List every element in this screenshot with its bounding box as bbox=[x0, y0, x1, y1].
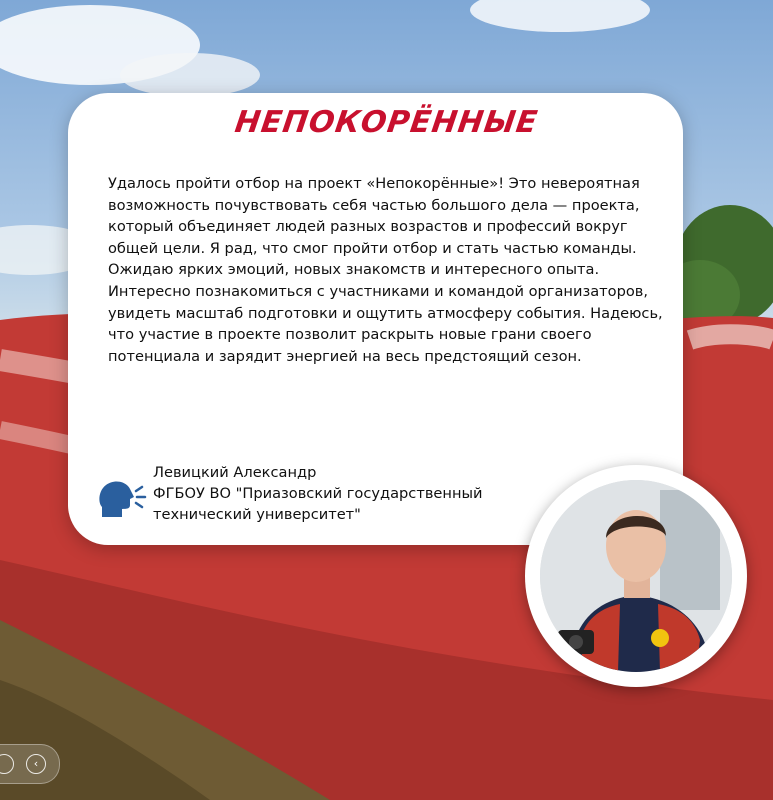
cloud bbox=[120, 53, 260, 97]
author-name: Левицкий Александр bbox=[153, 464, 317, 481]
brand-title: НЕПОКОРЁННЫЕ bbox=[232, 105, 541, 140]
flag-stripe bbox=[690, 334, 773, 340]
author-photo bbox=[540, 480, 732, 672]
carousel-prev-icon[interactable]: ‹ bbox=[26, 754, 46, 774]
speaking-head-icon bbox=[96, 477, 150, 521]
testimonial-paragraph: Ожидаю ярких эмоций, новых знакомств и интересного опыта. Интересно познакомиться с участниками и командой организаторов, увидеть масштаб подготовки и ощутить атмосферу события. Надеюсь, что участие в проекте позволит раскрыть новые грани своего потенциала и зарядит энергией на весь предстоящий сезон. bbox=[108, 261, 663, 365]
cloud bbox=[470, 0, 650, 32]
author-block bbox=[153, 462, 573, 525]
author-affiliation: ФГБОУ ВО "Приазовский государственный bbox=[153, 485, 483, 502]
author-photo-graphic bbox=[540, 480, 732, 672]
speaking-head-icon-graphic bbox=[96, 477, 150, 521]
testimonial-text bbox=[108, 173, 663, 367]
testimonial-paragraph: Удалось пройти отбор на проект «Непокорённые»! Это невероятная возможность почувствовать себя частью большого дела — проекта, который объединяет людей разных возрастов и профессий вокруг общей цели. Я рад, что смог пройти отбор и стать частью команды. bbox=[108, 175, 640, 257]
author-affiliation: технический университет" bbox=[153, 506, 361, 523]
